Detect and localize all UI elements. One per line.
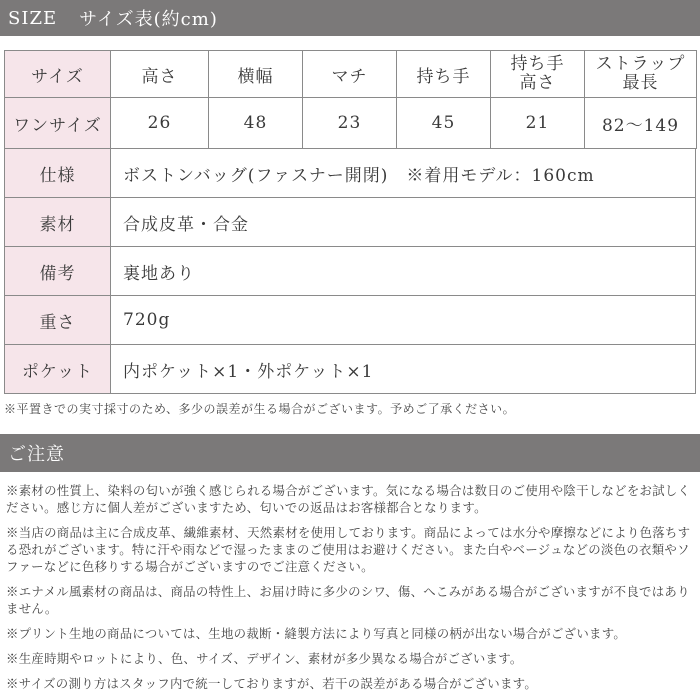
notice-item: ※生産時期やロットにより、色、サイズ、デザイン、素材が多少異なる場合がございます。 xyxy=(6,651,523,666)
size-row-label: ワンサイズ xyxy=(5,98,111,149)
size-col-header-text: 持ち手 高さ xyxy=(510,54,565,93)
notice-item: ※当店の商品は主に合成皮革、繊維素材、天然素材を使用しております。商品によっては水分や摩擦などにより色落ちする恐れがございます。特に汗や雨などで湿ったままのご使用はお避けください。また白やベージュなどの淡色の衣類やソファーなどに色移りする場合がございますのでご注意ください。 xyxy=(6,525,691,574)
size-col-header xyxy=(491,51,585,98)
size-section-header xyxy=(0,0,700,36)
size-col-header: 横幅 xyxy=(209,51,303,98)
size-value: 82～149 xyxy=(585,98,697,149)
size-header-row xyxy=(5,51,697,98)
size-title-en: SIZE xyxy=(8,7,58,29)
size-col-header: マチ xyxy=(303,51,397,98)
spec-value: ボストンバッグ(ファスナー開閉) ※着用モデル：160cm xyxy=(111,149,696,198)
spec-value: 裏地あり xyxy=(111,247,696,296)
spec-row xyxy=(5,149,696,198)
notice-item: ※エナメル風素材の商品は、商品の特性上、お届け時に多少のシワ、傷、へこみがある場合がございますが不良ではありません。 xyxy=(6,584,690,616)
notice-item: ※プリント生地の商品については、生地の裁断・縫製方法により写真と同様の柄が出ない場合がございます。 xyxy=(6,626,627,641)
spec-row xyxy=(5,345,696,394)
spec-label: 備考 xyxy=(5,247,111,296)
size-value: 48 xyxy=(209,98,303,149)
spec-label: ポケット xyxy=(5,345,111,394)
size-col-header: 持ち手 xyxy=(397,51,491,98)
spec-label: 素材 xyxy=(5,198,111,247)
spec-value: 合成皮革・合金 xyxy=(111,198,696,247)
spec-label: 重さ xyxy=(5,296,111,345)
notice-title: ご注意 xyxy=(8,444,65,465)
size-value: 26 xyxy=(111,98,209,149)
spec-value: 720g xyxy=(111,296,696,345)
size-value: 23 xyxy=(303,98,397,149)
measurement-note: ※平置きでの実寸採寸のため、多少の誤差が生る場合がございます。予めご了承ください。 xyxy=(4,402,516,416)
size-col-header xyxy=(585,51,697,98)
notice-section-header xyxy=(0,434,700,472)
notice-list xyxy=(6,482,696,700)
spec-label: 仕様 xyxy=(5,149,111,198)
size-label-header: サイズ xyxy=(5,51,111,98)
size-title-ja: サイズ表(約cm) xyxy=(79,9,218,30)
spec-row xyxy=(5,247,696,296)
spec-row xyxy=(5,198,696,247)
spec-row xyxy=(5,296,696,345)
size-col-header-text: ストラップ 最長 xyxy=(595,54,686,93)
size-col-header: 高さ xyxy=(111,51,209,98)
notice-item: ※サイズの測り方はスタッフ内で統一しておりますが、若干の誤差がある場合がございます。 xyxy=(6,676,538,691)
size-value: 45 xyxy=(397,98,491,149)
spec-value: 内ポケット×1・外ポケット×1 xyxy=(111,345,696,394)
spec-table xyxy=(4,148,696,394)
size-value: 21 xyxy=(491,98,585,149)
size-value-row xyxy=(5,98,697,149)
size-table xyxy=(4,50,697,149)
notice-item: ※素材の性質上、染料の匂いが強く感じられる場合がございます。気になる場合は数日のご使用や陰干しなどをお試しください。感じ方に個人差がございますため、匂いでの返品はお客様都合となります。 xyxy=(6,483,691,515)
